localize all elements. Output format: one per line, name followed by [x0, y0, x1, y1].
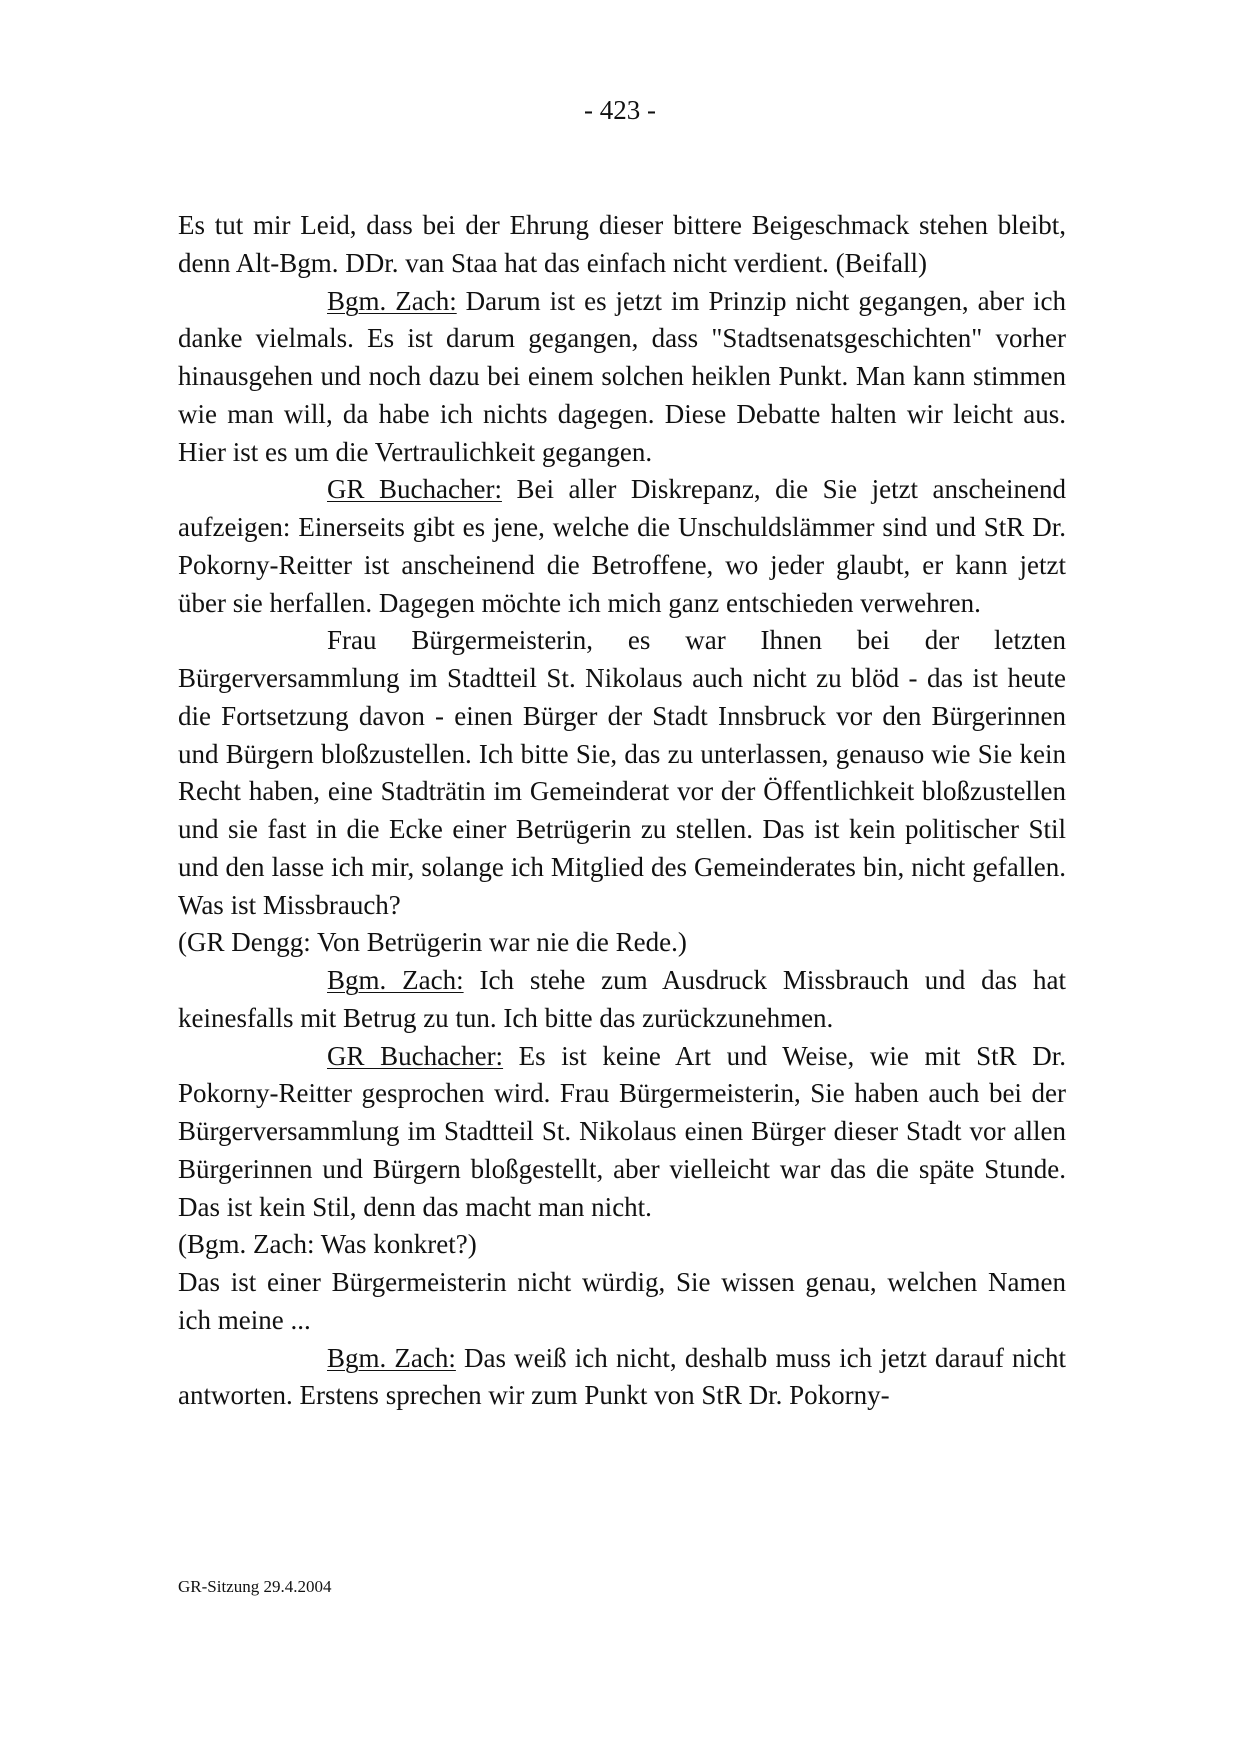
paragraph-buchacher-2: [178, 1038, 1066, 1227]
document-body: [178, 207, 1066, 1415]
paragraph-zach-2: [178, 962, 1066, 1038]
paragraph-text: (Bgm. Zach: Was konkret?): [178, 1229, 477, 1260]
speaker-label: GR Buchacher:: [327, 1040, 504, 1071]
speaker-label: GR Buchacher:: [327, 474, 502, 505]
paragraph-buchacher-3: [178, 1264, 1066, 1340]
paragraph-text: (GR Dengg: Von Betrügerin war nie die Rede.): [178, 927, 687, 958]
page-number: - 423 -: [584, 95, 656, 125]
paragraph-text: Es ist keine Art und Weise, wie mit StR Dr. Pokorny-Reitter gesprochen wird. Frau Bürgermeisterin, Sie haben auch bei der Bürgerversammlung im Stadtteil St. Nikolaus einen Bürger dieser Stadt vor allen Bürgerinnen und Bürgern bloßgestellt, aber vielleicht war das die späte Stunde. Das ist kein Stil, denn das macht man nicht.: [178, 1040, 1066, 1222]
speaker-label: Bgm. Zach:: [327, 1342, 456, 1373]
paragraph-text: Das weiß ich nicht, deshalb muss ich jetzt darauf nicht antworten. Erstens sprechen wir zum Punkt von StR Dr. Pokorny-: [178, 1342, 1066, 1411]
speaker-label: Bgm. Zach:: [327, 285, 457, 316]
paragraph-text: Darum ist es jetzt im Prinzip nicht gegangen, aber ich danke vielmals. Es ist darum gegangen, dass "Stadtsenatsgeschichten" vorher hinausgehen und noch dazu bei einem solchen heiklen Punkt. Man kann stimmen wie man will, da habe ich nichts dagegen. Diese Debatte halten wir leicht aus. Hier ist es um die Vertraulichkeit gegangen.: [178, 285, 1066, 467]
paragraph-text: Es tut mir Leid, dass bei der Ehrung dieser bittere Beigeschmack stehen bleibt, denn Alt-Bgm. DDr. van Staa hat das einfach nicht verdient. (Beifall): [178, 210, 1066, 278]
paragraph-buchacher-continued: [178, 622, 1066, 924]
speaker-label: Bgm. Zach:: [327, 965, 464, 995]
interjection-zach: [178, 1226, 1066, 1264]
interjection-dengg: [178, 924, 1066, 962]
paragraph-text: Bei aller Diskrepanz, die Sie jetzt anscheinend aufzeigen: Einerseits gibt es jene, welche die Unschuldslämmer sind und StR Dr. Pokorny-Reitter ist anscheinend die Betroffene, wo jeder glaubt, er kann jetzt über sie herfallen. Dagegen möchte ich mich ganz entschieden verwehren.: [178, 474, 1066, 618]
paragraph-text: Das ist einer Bürgermeisterin nicht würdig, Sie wissen genau, welchen Namen ich meine ...: [178, 1267, 1066, 1335]
paragraph-zach-1: [178, 283, 1066, 472]
footer-session-date: GR-Sitzung 29.4.2004: [178, 1577, 332, 1596]
paragraph-zach-3: [178, 1340, 1066, 1416]
paragraph-text: Ich stehe zum Ausdruck Missbrauch und das hat keinesfalls mit Betrug zu tun. Ich bitte das zurückzunehmen.: [178, 965, 1066, 1033]
paragraph-text: Frau Bürgermeisterin, es war Ihnen bei der letzten Bürgerversammlung im Stadtteil St. Nikolaus auch nicht zu blöd - das ist heute die Fortsetzung davon - einen Bürger der Stadt Innsbruck vor den Bürgerinnen und Bürgern bloßzustellen. Ich bitte Sie, das zu unterlassen, genauso wie Sie kein Recht haben, eine Stadträtin im Gemeinderat vor der Öffentlichkeit bloßzustellen und sie fast in die Ecke einer Betrügerin zu stellen. Das ist kein politischer Stil und den lasse ich mir, solange ich Mitglied des Gemeinderates bin, nicht gefallen. Was ist Missbrauch?: [178, 625, 1066, 920]
paragraph-buchacher-1: [178, 471, 1066, 622]
paragraph-applause: [178, 207, 1066, 283]
